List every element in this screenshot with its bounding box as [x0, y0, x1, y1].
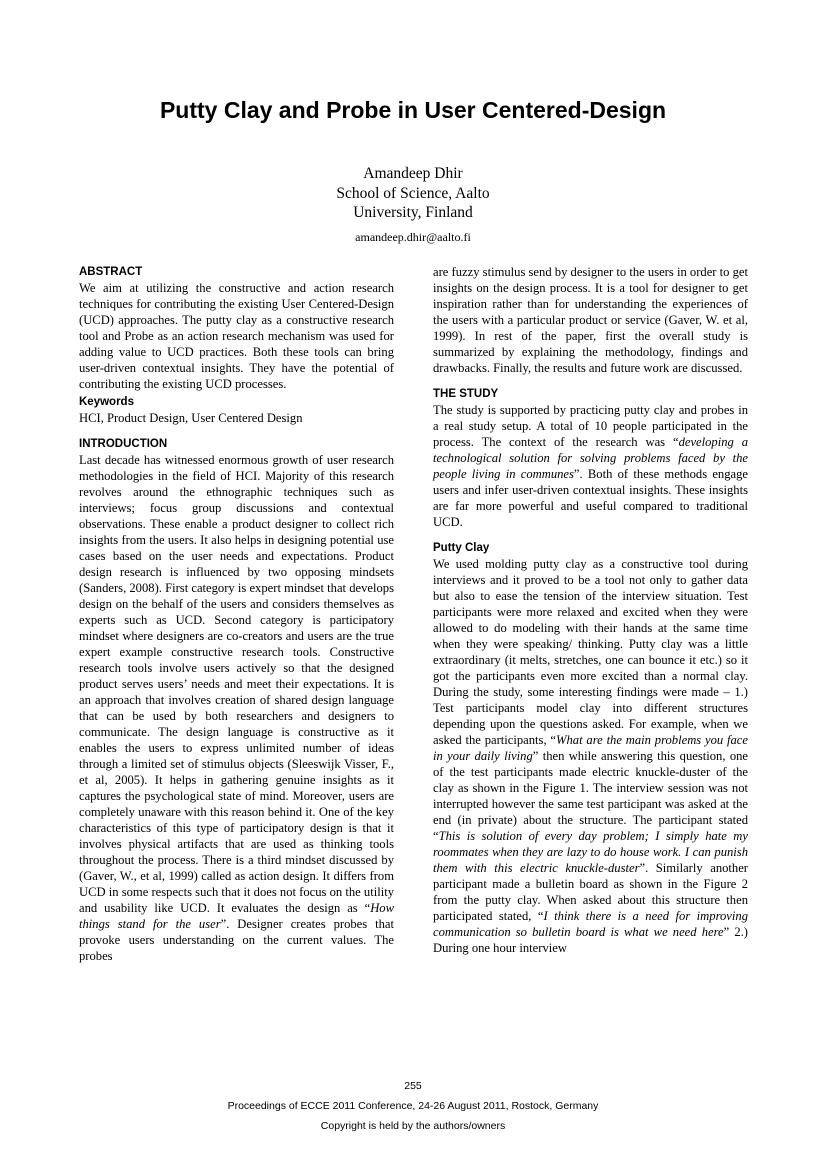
- putty-clay-quote-3: I think there is a need for improving communication so bulletin board is what we need here: [433, 909, 748, 939]
- author-affiliation-line-1: School of Science, Aalto: [336, 184, 490, 202]
- right-column: [433, 264, 748, 956]
- introduction-text-part-1: Last decade has witnessed enormous growth of user research methodologies in the field of HCI. Majority of this research revolves around the ethnographic techniques such as interviews; focus group discussions and contextual observations. These enable a product designer to collect rich insights from the users. It also helps in designing potential use cases based on the user needs and expectations. Product design research is influenced by two opposing mindsets (Sanders, 2008). First category is expert mindset that develops design on the behalf of the users and considers themselves as experts such as UCD. Second category is participatory mindset where designers are co-creators and users are the true expert example constructive research tools. Constructive research tools involve users actively so that the designed product serves users’ needs and meet their expectations. It is an approach that involves creation of shared design language that can be used by both researchers and designers to communicate. The design language is constructive as it enables the users to express unlimited number of ideas through a limited set of stimulus objects (Sleeswijk Visser, F., et al, 2005). It helps in gathering genuine insights as it captures the psychological state of mind. Moreover, users are completely unaware with this reason behind it. One of the key characteristics of this type of participatory design is that it involves physical artifacts that are used as thinking tools throughout the process. There is a third mindset discussed by (Gaver, W., et al, 1999) called as action design. It differs from UCD in some respects such that it does not focus on the utility and usability like UCD. It evaluates the design as “: [79, 453, 394, 915]
- abstract-text: We aim at utilizing the constructive and action research techniques for contributing the existing User Centered-Design (UCD) approaches. The putty clay as a constructive research tool and Probe as an action research mechanism was used for adding value to UCD practices. Both these tools can bring user-driven contextual insights. They have the potential of contributing the existing UCD processes.: [79, 281, 394, 391]
- putty-clay-heading: Putty Clay: [433, 542, 490, 554]
- study-quote: developing a technological solution for solving problems faced by the people living in communes: [433, 435, 748, 481]
- keywords-heading: Keywords: [79, 396, 134, 408]
- introduction-paragraph: [79, 452, 394, 964]
- left-column: [79, 264, 394, 964]
- putty-clay-text-part-2: ” then while answering this question, one of the test participants made electric knuckle-duster of the clay as shown in the Figure 1. The interview session was not interrupted however the same test participant was asked at the end (in private) about the structure. The participant stated “: [433, 749, 749, 843]
- putty-clay-text-part-1: We used molding putty clay as a constructive tool during interviews and it proved to be a tool not only to gather data but also to ease the tension of the interview situation. Test participants were more relaxed and excited when they were allowed to do modeling with their hands at the same time when they were speaking/ thinking. Putty clay was a little extraordinary (it melts, stretches, one can bounce it etc.) so it got the participants even more excited than a normal clay. During the study, some interesting findings were made – 1.) Test participants model clay into different structures depending upon the questions asked. For example, when we asked the participants, “: [433, 557, 748, 747]
- paper-title: Putty Clay and Probe in User Centered-Design: [159, 97, 667, 123]
- keywords-text: HCI, Product Design, User Centered Design: [79, 411, 303, 425]
- footer-copyright: Copyright is held by the authors/owners: [320, 1120, 506, 1132]
- introduction-heading: INTRODUCTION: [79, 438, 168, 450]
- abstract-heading: ABSTRACT: [79, 266, 143, 278]
- study-text-part-2: ”. Both of these methods engage users and infer user-driven contextual insights. These insights are far more powerful and useful compared to traditional UCD.: [433, 467, 748, 529]
- author-email: amandeep.dhir@aalto.fi: [355, 229, 471, 244]
- author-affiliation-line-2: University, Finland: [353, 204, 473, 221]
- putty-clay-quote-2: This is solution of every day problem; I simply hate my roommates when they are lazy to do house work. I can punish them with this electric knuckle-duster: [433, 829, 748, 875]
- putty-clay-text-part-3: ”. Similarly another participant made a bulletin board as shown in the Figure 2 from the putty clay. When asked about this structure then participated stated, “: [433, 861, 748, 923]
- author-block: [0, 164, 826, 245]
- introduction-text-part-2: ”. Designer creates probes that provoke users understanding on the current values. The probes: [79, 917, 394, 963]
- study-paragraph: [433, 402, 748, 530]
- author-name: Amandeep Dhir: [363, 165, 463, 182]
- putty-clay-paragraph: [433, 556, 748, 956]
- footer-proceedings: Proceedings of ECCE 2011 Conference, 24-26 August 2011, Rostock, Germany: [227, 1100, 599, 1112]
- introduction-quote: How things stand for the user: [79, 901, 394, 931]
- study-text-part-1: The study is supported by practicing putty clay and probes in a real study setup. A total of 10 people participated in the process. The context of the research was “: [433, 403, 748, 449]
- study-heading: THE STUDY: [433, 388, 499, 400]
- putty-clay-quote-1: What are the main problems you face in your daily living: [433, 733, 748, 763]
- page-number: 255: [404, 1080, 422, 1092]
- putty-clay-text-part-4: ” 2.) During one hour interview: [433, 925, 748, 955]
- introduction-continuation: are fuzzy stimulus send by designer to the users in order to get insights on the design process. It is a tool for designer to get inspiration rather than for understanding the experiences of the users with a particular product or service (Gaver, W. et al, 1999). In rest of the paper, first the overall study is summarized by explaining the methodology, findings and drawbacks. Finally, the results and future work are discussed.: [433, 265, 748, 375]
